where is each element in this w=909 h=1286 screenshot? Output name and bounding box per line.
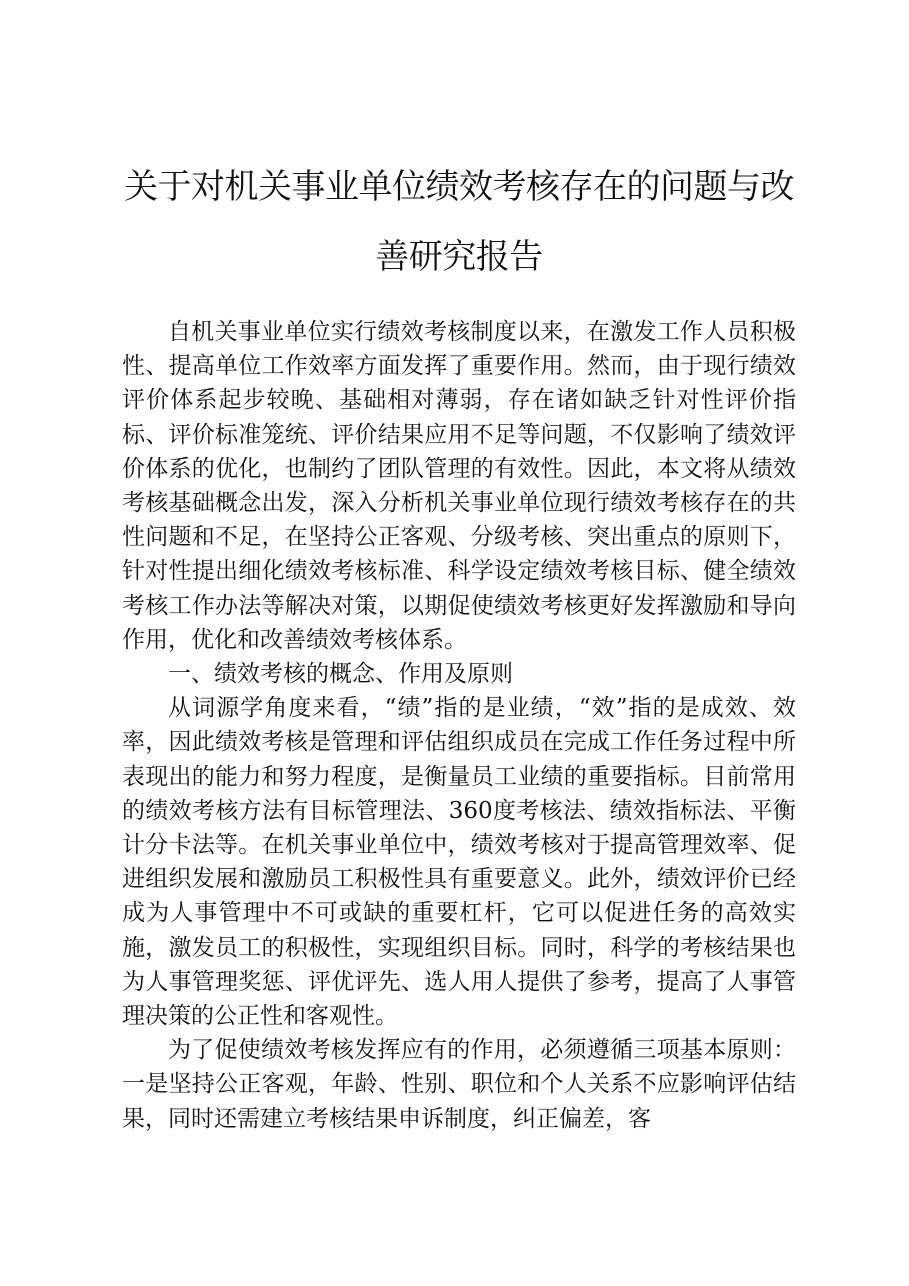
document-title <box>122 152 796 292</box>
section-heading-1: 一、绩效考核的概念、作用及原则 <box>168 661 513 688</box>
section1-paragraph-1: 从词源学角度来看，“绩”指的是业绩，“效”指的是成效、效率，因此绩效考核是管理和评估组织成员在完成工作任务过程中所表现出的能力和努力程度，是衡量员工业绩的重要指标。目前常用的绩效考核方法有目标管理法、360度考核法、绩效指标法、平衡计分卡法等。在机关事业单位中，绩效考核对于提高管理效率、促进组织发展和激励员工积极性具有重要意义。此外，绩效评价已经成为人事管理中不可或缺的重要杠杆，它可以促进任务的高效实施，激发员工的积极性，实现组织目标。同时，科学的考核结果也为人事管理奖惩、评优评先、选人用人提供了参考，提高了人事管理决策的公正性和客观性。 <box>122 695 796 1030</box>
intro-paragraph: 自机关事业单位实行绩效考核制度以来，在激发工作人员积极性、提高单位工作效率方面发挥了重要作用。然而，由于现行绩效评价体系起步较晚、基础相对薄弱，存在诸如缺乏针对性评价指标、评价标准笼统、评价结果应用不足等问题，不仅影响了绩效评价体系的优化，也制约了团队管理的有效性。因此，本文将从绩效考核基础概念出发，深入分析机关事业单位现行绩效考核存在的共性问题和不足，在坚持公正客观、分级考核、突出重点的原则下，针对性提出细化绩效考核标准、科学设定绩效考核目标、健全绩效考核工作办法等解决对策，以期促使绩效考核更好发挥激励和导向作用，优化和改善绩效考核体系。 <box>122 319 796 653</box>
document-page <box>122 152 796 1136</box>
title-line-2: 善研究报告 <box>375 237 543 277</box>
section1-paragraph-2: 为了促使绩效考核发挥应有的作用，必须遵循三项基本原则：一是坚持公正客观，年龄、性别、职位和个人关系不应影响评估结果，同时还需建立考核结果申诉制度，纠正偏差，客 <box>122 1037 796 1132</box>
title-line-1: 关于对机关事业单位绩效考核存在的问题与改 <box>124 167 794 207</box>
